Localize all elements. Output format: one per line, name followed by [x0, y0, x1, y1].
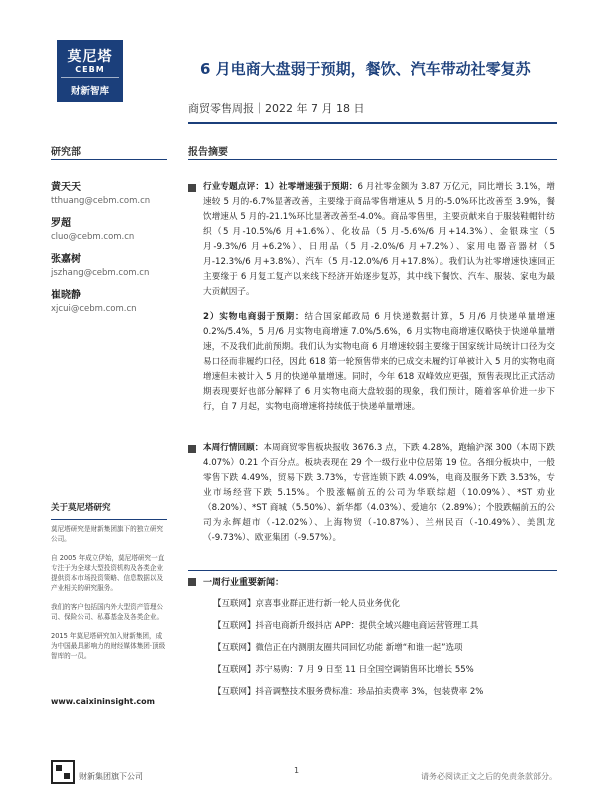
footer-disclaimer: 请务必阅读正文之后的免责条款部分。 — [421, 772, 557, 781]
report-meta: 商贸零售周报｜2022 年 7 月 18 日 — [188, 102, 365, 115]
bullet-marker — [188, 578, 196, 586]
weekly-news-title: 一周行业重要新闻： — [203, 578, 285, 588]
news-rule — [188, 570, 557, 571]
page-number: 1 — [294, 766, 300, 775]
ecommerce-paragraph — [203, 310, 555, 415]
right-heading-rule — [188, 159, 557, 160]
paragraph-text: 本周商贸零售板块报收 3676.3 点，下跌 4.28%，跑输沪深 300（本周下跌 4.07%）0.21 个百分点。板块表现在 29 个一级行业中位居第 19 位。各细分板块中，一般零售下跌 4.49%，贸易下跌 3.73%，专营连锁下跌 4.09%，电商及服务下跌 3.53%，专业市场经营下跌 5.15%。个股涨幅前五的公司为华联综超（10.09%）、*ST 劝业（8.20%）、*ST 商城（5.50%）、新华都（4.03%）、爱迪尔（2.89%）；个股跌幅前五的公司为永辉超市（-12.02%）、上海物贸（-10.87%）、兰州民百（-10.49%）、美凯龙（-9.73%）、欧亚集团（-9.57%）。 — [203, 443, 555, 543]
analyst-2 — [51, 217, 134, 244]
about-paragraph: 我们的客户包括国内外大型资产管理公司、保险公司、私募基金及各类企业。 — [51, 603, 164, 621]
analyst-email[interactable]: tthuang@cebm.com.cn — [51, 196, 151, 206]
footer-company: 财新集团旗下公司 — [79, 772, 143, 781]
paragraph-heading: 行业专题点评：1）社零增速强于预期： — [203, 182, 358, 192]
qr-code-icon — [51, 760, 75, 784]
about-title: 关于莫尼塔研究 — [51, 503, 111, 513]
market-review-paragraph — [203, 441, 555, 546]
about-rule — [51, 519, 167, 520]
about-paragraph: 莫尼塔研究是财新集团旗下的独立研究公司。 — [51, 525, 164, 543]
research-section-heading: 研究部 — [51, 147, 81, 158]
news-item[interactable]: 【互联网】京喜事业群正进行新一轮人员业务优化 — [213, 599, 401, 609]
news-item[interactable]: 【互联网】抖音电商新升级抖店 APP：提供全域兴趣电商运营管理工具 — [213, 621, 479, 631]
company-logo — [57, 40, 123, 102]
bullet-marker — [188, 445, 196, 453]
analyst-4 — [51, 289, 137, 316]
left-heading-rule — [51, 159, 167, 160]
analyst-1 — [51, 181, 150, 208]
summary-section-heading: 报告摘要 — [188, 147, 228, 158]
logo-sub-text: CEBM — [75, 65, 105, 74]
paragraph-heading: 2）实物电商弱于预期： — [203, 312, 305, 322]
about-paragraph: 2015 年莫尼塔研究加入财新集团，成为中国最具影响力的财经媒体集团·顶级智库的一员。 — [51, 632, 166, 660]
website-link[interactable]: www.caixininsight.com — [51, 697, 155, 706]
analyst-name: 罗超 — [51, 218, 71, 229]
paragraph-heading: 本周行情回顾： — [203, 443, 264, 453]
analyst-name: 张嘉树 — [51, 254, 81, 265]
bullet-marker — [188, 184, 196, 192]
analyst-email[interactable]: xjcui@cebm.com.cn — [51, 304, 137, 314]
paragraph-text: 6 月社零金额为 3.87 万亿元，同比增长 3.1%，增速较 5 月的-6.7%显著改善，主要缘于商品零售增速从 5 月的-5.0%环比改善至 3.9%，餐饮增速从 5 月的-21.1%环比显著改善至-4.0%。商品零售里，主要贡献来自于服装鞋帽针纺织（5 月-10.5%/6 月+1.6%）、化妆品（5 月-5.6%/6 月+14.3%）、金银珠宝（5 月-9.3%/6 月+6.2%）、日用品（5 月-2.0%/6 月+7.2%）、家用电器音器材（5 月-12.3%/6 月+3.8%）、汽车（5 月-12.0%/6 月+17.8%）。我们认为社零增速快速回正主要缘于 6 月复工复产以来线下经济开始逐步复苏，其中线下餐饮、汽车、服装、家电为最大贡献因子。 — [203, 182, 555, 297]
paragraph-text: 结合国家邮政局 6 月快递数据计算，5 月/6 月快递单量增速 0.2%/5.4%，5 月/6 月实物电商增速 7.0%/5.6%，6 月实物电商增速仅略快于快递单量增速，不及我们此前预期。我们认为实物电商 6 月增速较弱主要缘于国家统计局统计口径为交易口径而非履约口径，因此 618 第一轮预售带来的已成交未履约订单被计入 5 月的实物电商增速但未被计入 5 月的快递单量增速。同时，今年 618 双峰效应更强，预售表现比正式活动期表现要好也部分解释了 6 月实物电商大盘较弱的现象，我们预计，随着客单价进一步下行，自 7 月起，实物电商增速将持续低于快递单量增速。 — [203, 312, 556, 412]
about-section — [51, 501, 167, 670]
analyst-email[interactable]: jszhang@cebm.com.cn — [51, 268, 150, 278]
news-item[interactable]: 【互联网】微信正在内测朋友圈共同回忆功能 新增“和谁一起”选项 — [213, 643, 463, 653]
analyst-name: 崔晓静 — [51, 290, 81, 301]
analyst-name: 黄天天 — [51, 182, 81, 193]
analyst-email[interactable]: cluo@cebm.com.cn — [51, 232, 135, 242]
logo-divider — [61, 77, 119, 78]
report-title: 6 月电商大盘弱于预期，餐饮、汽车带动社零复苏 — [200, 60, 531, 78]
about-paragraph: 自 2005 年成立伊始，莫尼塔研究一直专注于为全球大型投资机构及各类企业提供资本市场投资策略、信息数据以及产业相关的研究服务。 — [51, 554, 165, 592]
news-item[interactable]: 【互联网】苏宁易购：7 月 9 日至 11 日全国空调销售环比增长 55% — [213, 665, 474, 675]
industry-topic-paragraph — [203, 180, 555, 300]
analyst-3 — [51, 253, 149, 280]
news-item[interactable]: 【互联网】抖音调整技术服务费标准：珍品拍卖费率 3%，包装费率 2% — [213, 687, 484, 697]
logo-main-text: 莫尼塔 — [67, 49, 113, 65]
title-rule — [188, 122, 557, 124]
logo-tagline: 财新智库 — [70, 86, 109, 97]
